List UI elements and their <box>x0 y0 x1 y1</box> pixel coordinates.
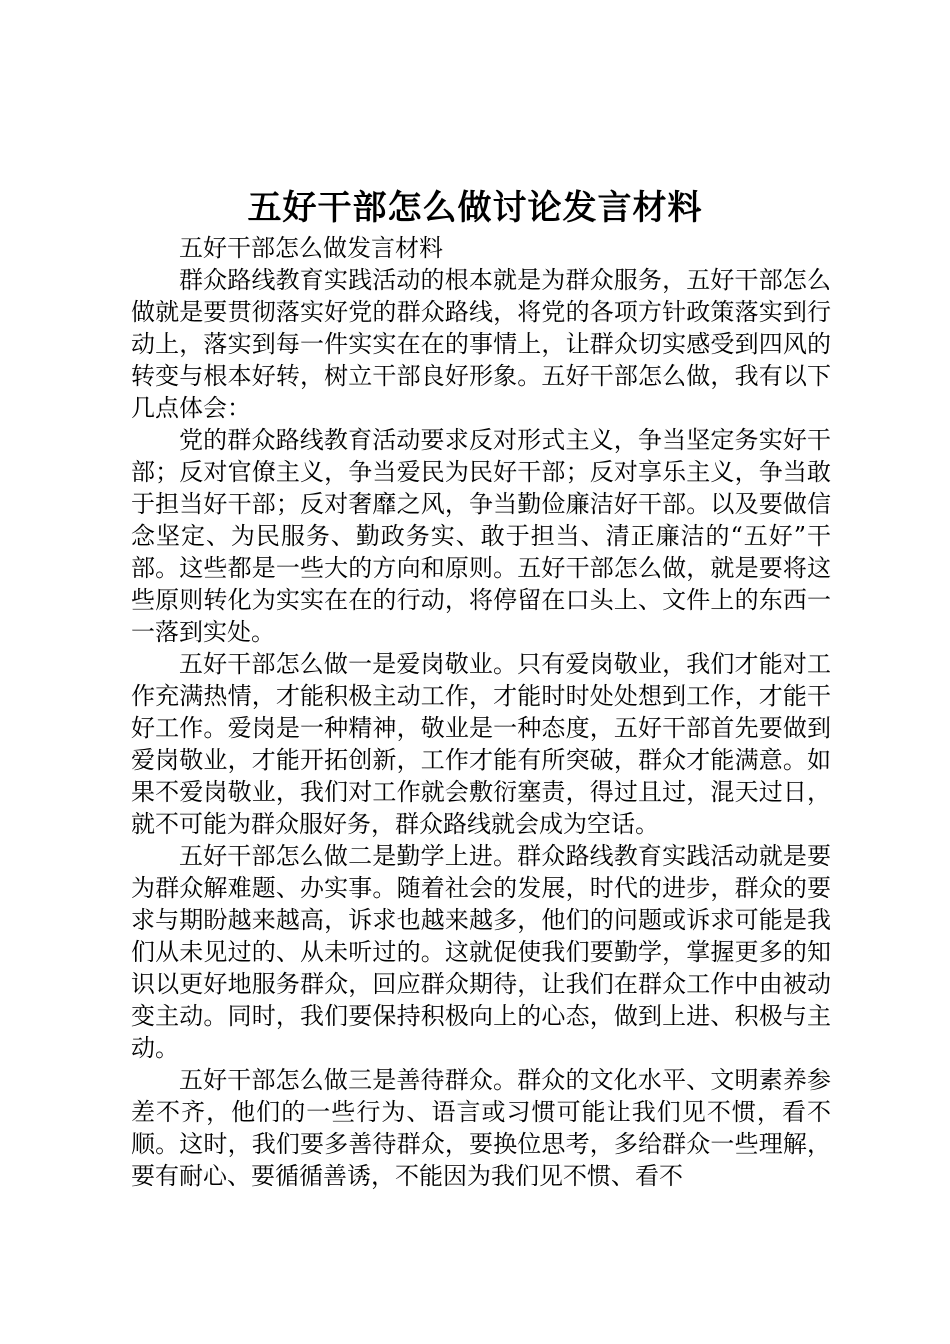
document-title: 五好干部怎么做讨论发言材料 <box>247 188 703 228</box>
paragraph-point-three: 五好干部怎么做三是善待群众。群众的文化水平、文明素养参差不齐，他们的一些行为、语言或习惯可能让我们见不惯，看不顺。这时，我们要多善待群众，要换位思考，多给群众一些理解，要有耐心、要循循善诱，不能因为我们见不惯、看不 <box>131 1066 831 1190</box>
document-body <box>131 232 831 1192</box>
paragraph-subtitle: 五好干部怎么做发言材料 <box>179 234 443 262</box>
paragraph-point-two: 五好干部怎么做二是勤学上进。群众路线教育实践活动就是要为群众解难题、办实事。随着社会的发展，时代的进步，群众的要求与期盼越来越高，诉求也越来越多，他们的问题或诉求可能是我们从未见过的、从未听过的。这就促使我们要勤学，掌握更多的知识以更好地服务群众，回应群众期待，让我们在群众工作中由被动变主动。同时，我们要保持积极向上的心态，做到上进、积极与主动。 <box>131 842 831 1062</box>
paragraph-principles: 党的群众路线教育活动要求反对形式主义，争当坚定务实好干部；反对官僚主义，争当爱民为民好干部；反对享乐主义，争当敢于担当好干部；反对奢靡之风，争当勤俭廉洁好干部。以及要做信念坚定、为民服务、勤政务实、敢于担当、清正廉洁的“五好”干部。这些都是一些大的方向和原则。五好干部怎么做，就是要将这些原则转化为实实在在的行动，将停留在口头上、文件上的东西一一落到实处。 <box>131 426 831 646</box>
paragraph-point-one: 五好干部怎么做一是爱岗敬业。只有爱岗敬业，我们才能对工作充满热情，才能积极主动工作，才能时时处处想到工作，才能干好工作。爱岗是一种精神，敬业是一种态度，五好干部首先要做到爱岗敬业，才能开拓创新，工作才能有所突破，群众才能满意。如果不爱岗敬业，我们对工作就会敷衍塞责，得过且过，混天过日，就不可能为群众服好务，群众路线就会成为空话。 <box>131 650 831 838</box>
paragraph-intro: 群众路线教育实践活动的根本就是为群众服务，五好干部怎么做就是要贯彻落实好党的群众路线，将党的各项方针政策落实到行动上，落实到每一件实实在在的事情上，让群众切实感受到四风的转变与根本好转，树立干部良好形象。五好干部怎么做，我有以下几点体会： <box>131 266 831 422</box>
